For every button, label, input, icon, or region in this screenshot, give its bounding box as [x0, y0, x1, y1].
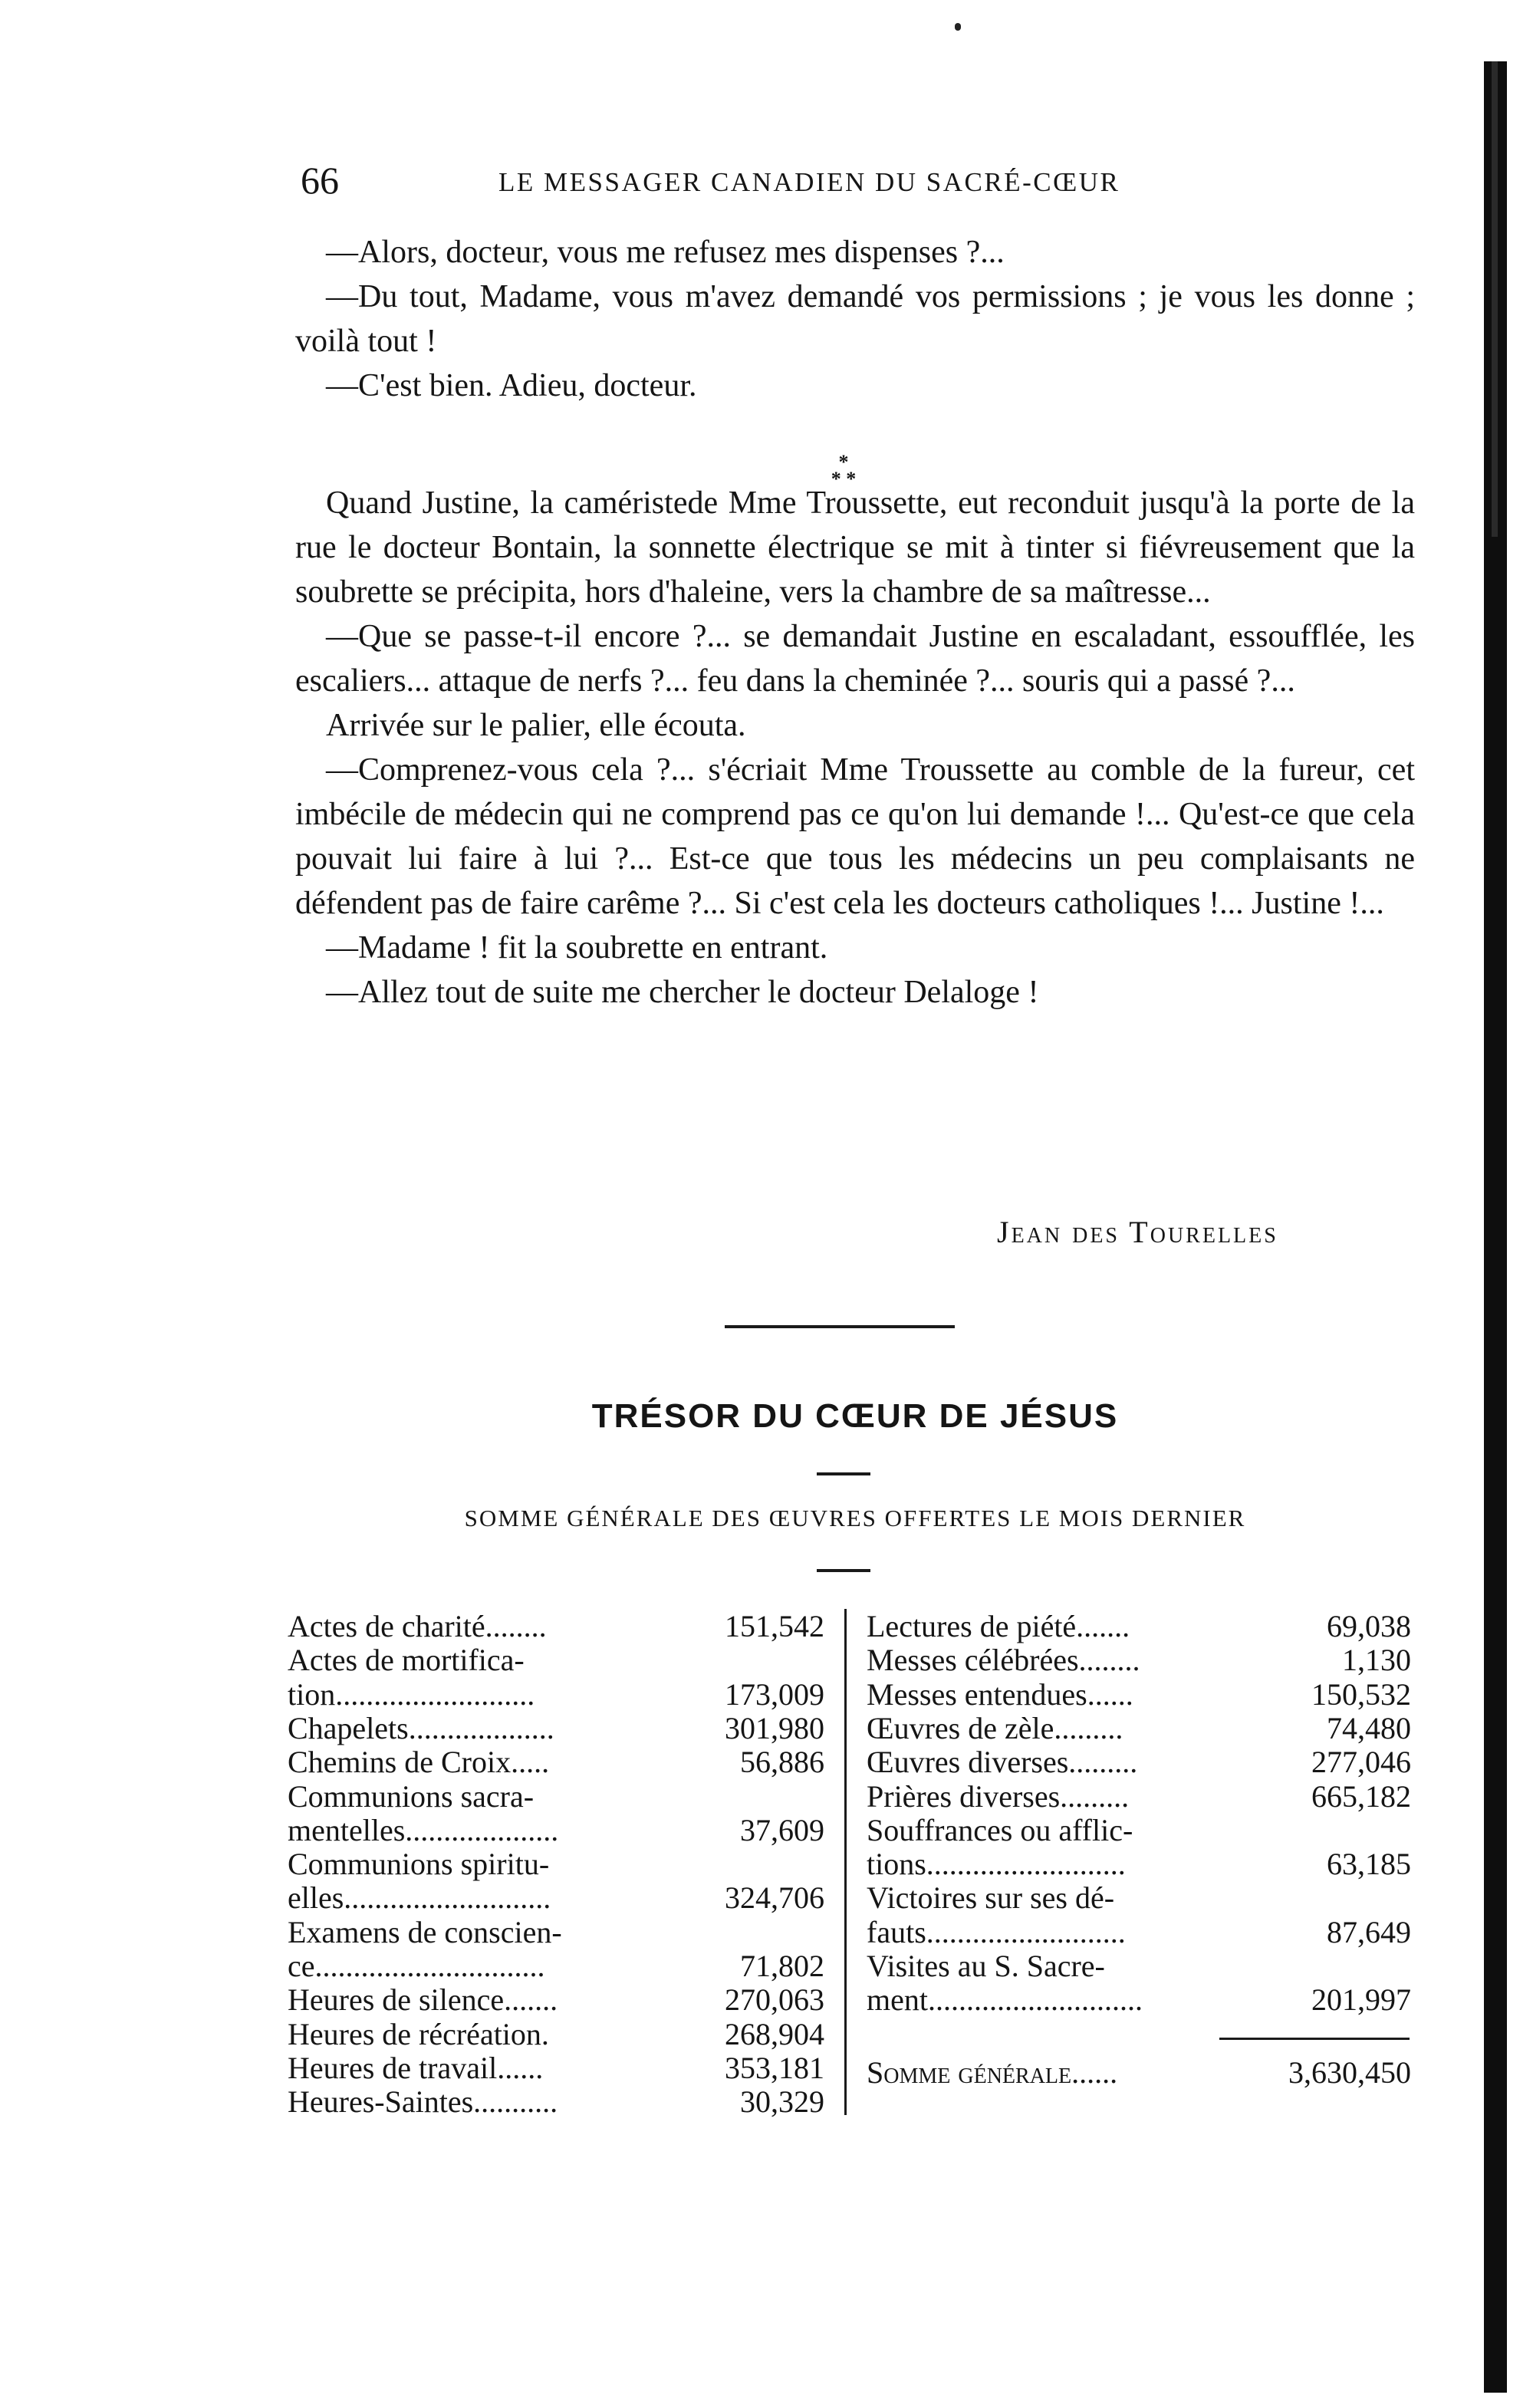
- table-row: [288, 1982, 824, 2018]
- table-row: [867, 1745, 1411, 1780]
- story-paragraph-5: —Que se passe-t-il encore ?... se demandait Justine en escaladant, essoufflée, les escaliers... attaque de nerfs ?... feu dans la cheminée ?... souris qui a passé ?...: [295, 619, 1415, 699]
- table-row: [288, 1711, 824, 1746]
- story-text: [295, 230, 1415, 1015]
- row-label: fauts..........................: [867, 1914, 1126, 1949]
- story-paragraph-4: Quand Justine, la caméristede Mme Troussette, eut reconduit jusqu'à la porte de la rue le docteur Bontain, la sonnette électrique se mit à tinter si fiévreusement que la soubrette se précipita, hors d'haleine, vers la chambre de sa maîtresse...: [295, 485, 1415, 610]
- section-divider: [725, 1325, 955, 1328]
- row-label: Chemins de Croix.....: [288, 1745, 550, 1780]
- row-label: Messes célébrées........: [867, 1643, 1140, 1678]
- table-row: [867, 1609, 1411, 1644]
- table-row: [867, 1915, 1411, 1950]
- row-label: Actes de mortifica-: [288, 1643, 525, 1678]
- row-value: 150,532: [1311, 1676, 1411, 1712]
- table-row: [288, 1677, 824, 1712]
- row-label: Œuvres de zèle.........: [867, 1710, 1123, 1745]
- row-value: 270,063: [725, 1982, 824, 2018]
- row-label: tion..........................: [288, 1676, 535, 1712]
- row-label: Œuvres diverses.........: [867, 1745, 1138, 1780]
- row-value: 301,980: [725, 1710, 824, 1745]
- story-paragraph-3: —C'est bien. Adieu, docteur.: [326, 368, 697, 403]
- running-head: LE MESSAGER CANADIEN DU SACRÉ-CŒUR: [498, 167, 1120, 197]
- page-number: 66: [301, 159, 339, 202]
- treasury-title: TRÉSOR DU CŒUR DE JÉSUS: [591, 1397, 1119, 1435]
- row-value: 71,802: [740, 1949, 824, 1983]
- row-value: 277,046: [1311, 1745, 1411, 1780]
- row-label: elles...........................: [288, 1880, 551, 1916]
- row-value: 173,009: [725, 1676, 824, 1712]
- asterism: [813, 451, 874, 490]
- story-paragraph-7: —Comprenez-vous cela ?... s'écriait Mme Troussette au comble de la fureur, cet imbécile de médecin qui ne comprend pas ce qu'on lui demande !... Qu'est-ce que cela pouvait lui faire à lui ?... Est-ce que tous les médecins un peu complaisants ne défendent pas de faire carême ?... Si c'est cela les docteurs catholiques !... Justine !...: [295, 752, 1415, 921]
- table-row: [288, 2017, 824, 2052]
- table-row: [288, 1609, 824, 1644]
- row-label: tions..........................: [867, 1847, 1126, 1882]
- table-row: [867, 1711, 1411, 1746]
- table-row: [288, 1847, 824, 1882]
- row-label: ment............................: [867, 1982, 1143, 2018]
- row-label: Souffrances ou afflic-: [867, 1812, 1133, 1847]
- story-paragraph-1: —Alors, docteur, vous me refusez mes dispenses ?...: [326, 235, 1005, 270]
- row-label: Communions sacra-: [288, 1778, 535, 1814]
- row-value: 151,542: [725, 1609, 824, 1643]
- row-label: Actes de charité........: [288, 1609, 547, 1643]
- row-value: 87,649: [1327, 1914, 1411, 1949]
- row-label: Visites au S. Sacre-: [867, 1949, 1105, 1983]
- row-value: 74,480: [1327, 1710, 1411, 1745]
- table-row: [867, 1677, 1411, 1712]
- total-rule: [1219, 2038, 1410, 2040]
- row-value: 63,185: [1327, 1847, 1411, 1882]
- row-value: 268,904: [725, 2016, 824, 2051]
- title-rule: [817, 1472, 870, 1475]
- story-paragraph-6: Arrivée sur le palier, elle écouta.: [326, 708, 746, 743]
- subtitle-rule: [817, 1569, 870, 1572]
- row-label: Heures de travail......: [288, 2050, 544, 2085]
- row-label: ce..............................: [288, 1949, 545, 1983]
- row-label: Heures-Saintes...........: [288, 2084, 558, 2120]
- row-label: Victoires sur ses dé-: [867, 1880, 1115, 1916]
- row-value: 69,038: [1327, 1609, 1411, 1643]
- row-value: 324,706: [725, 1880, 824, 1916]
- table-row: [867, 1880, 1411, 1916]
- author-signature: Jean des Tourelles: [997, 1215, 1278, 1249]
- table-row: [867, 1847, 1411, 1882]
- table-row: [867, 1813, 1411, 1848]
- story-paragraph-9: —Allez tout de suite me chercher le docteur Delaloge !: [326, 975, 1039, 1010]
- table-row: [288, 1813, 824, 1848]
- row-value: 201,997: [1311, 1982, 1411, 2018]
- column-divider: [844, 1609, 847, 2115]
- table-row: [288, 1643, 824, 1678]
- table-row: [288, 1915, 824, 1950]
- table-row: [288, 1949, 824, 1984]
- story-paragraph-8: —Madame ! fit la soubrette en entrant.: [326, 930, 828, 966]
- table-row: [867, 1982, 1411, 2018]
- row-label: Chapelets...................: [288, 1710, 554, 1745]
- story-paragraph-2: —Du tout, Madame, vous m'avez demandé vos permissions ; je vous les donne ; voilà tout !: [295, 279, 1415, 359]
- table-row: [288, 2084, 824, 2120]
- row-value: 30,329: [740, 2084, 824, 2120]
- row-label: Examens de conscien-: [288, 1914, 562, 1949]
- row-label: Communions spiritu-: [288, 1847, 550, 1882]
- row-label: Heures de récréation.: [288, 2016, 549, 2051]
- row-label: Messes entendues......: [867, 1676, 1133, 1712]
- table-row: [867, 1779, 1411, 1814]
- total-label: Somme générale......: [867, 2055, 1118, 2090]
- row-label: Lectures de piété.......: [867, 1609, 1130, 1643]
- row-label: Prières diverses.........: [867, 1778, 1130, 1814]
- row-value: 56,886: [740, 1745, 824, 1780]
- table-row: [288, 1745, 824, 1780]
- print-speck: [955, 23, 961, 31]
- total-value: 3,630,450: [1288, 2055, 1411, 2090]
- row-value: 353,181: [725, 2050, 824, 2085]
- page-edge-gap: [1492, 61, 1498, 537]
- table-row: [288, 1779, 824, 1814]
- treasury-subtitle: SOMME GÉNÉRALE DES ŒUVRES OFFERTES LE MOIS DERNIER: [464, 1505, 1246, 1531]
- row-value: 37,609: [740, 1812, 824, 1847]
- table-row: [288, 2051, 824, 2086]
- row-label: Heures de silence.......: [288, 1982, 558, 2018]
- row-value: 665,182: [1311, 1778, 1411, 1814]
- table-row: [867, 1643, 1411, 1678]
- table-row: [867, 1949, 1411, 1984]
- row-label: mentelles....................: [288, 1812, 559, 1847]
- total-row: [867, 2055, 1411, 2091]
- asterism-top: *: [838, 451, 849, 473]
- row-value: 1,130: [1342, 1643, 1411, 1678]
- asterism-bottom: * *: [831, 468, 857, 490]
- table-row: [288, 1880, 824, 1916]
